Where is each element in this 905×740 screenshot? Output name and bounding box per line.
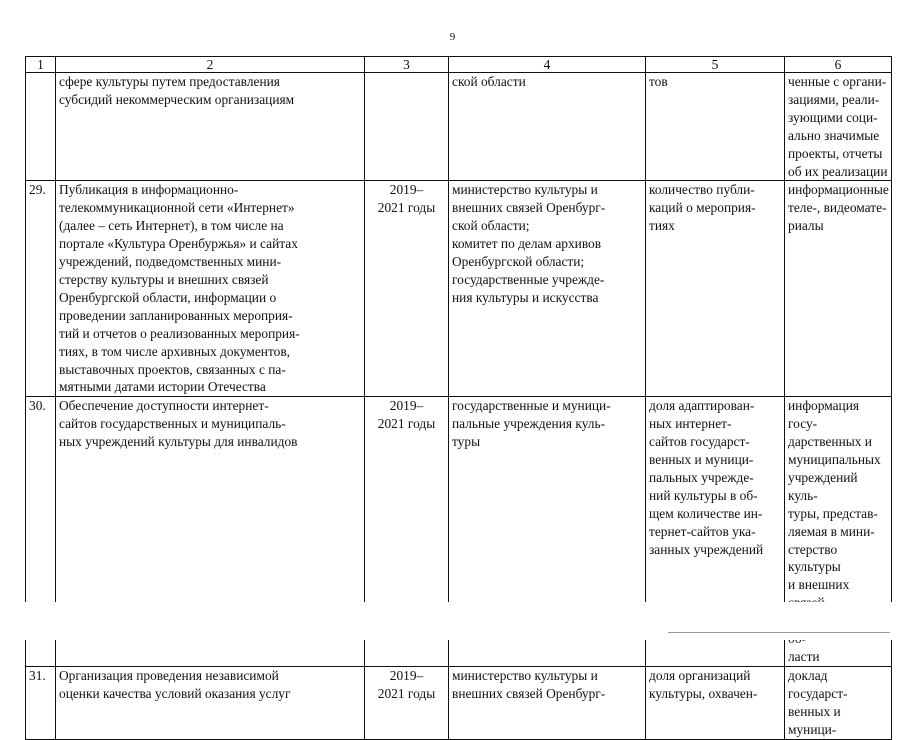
row-number: 31. bbox=[26, 666, 56, 739]
table-row bbox=[26, 181, 892, 397]
years-cell bbox=[365, 73, 449, 181]
result-cell: информация госу- дарственных и муниципальных учреждений куль- туры, представ- ляемая в мини- стерство культуры и внешних ласти bbox=[785, 397, 892, 667]
page-number: 9 bbox=[449, 31, 456, 43]
table-row bbox=[26, 73, 892, 181]
row-number: 29. bbox=[26, 181, 56, 397]
result-cell: информационные теле-, видеомате- риалы bbox=[785, 181, 892, 397]
row-number: 30. bbox=[26, 397, 56, 667]
executors-cell: министерство культуры и внешних связей Оренбург- ской области; комитет по делам архивов Оренбургской области; государственные учрежде- ния культуры и искусства bbox=[449, 181, 646, 397]
indicator-cell: тов bbox=[646, 73, 785, 181]
indicator-cell: доля организаций культуры, охвачен- bbox=[646, 666, 785, 739]
executors-cell: ской области bbox=[449, 73, 646, 181]
column-header-executors: 4 bbox=[449, 57, 646, 73]
column-header-indicator: 5 bbox=[646, 57, 785, 73]
executors-cell: государственные и муници- пальные учреждения куль- туры bbox=[449, 397, 646, 667]
column-header-result: 6 bbox=[785, 57, 892, 73]
event-cell: сфере культуры путем предоставления субсидий некоммерческим организациям bbox=[56, 73, 365, 181]
column-header-years: 3 bbox=[365, 57, 449, 73]
result-cell: ченные с органи- зациями, реали- зующими соци- ально значимые проекты, отчеты об их реализации bbox=[785, 73, 892, 181]
column-header-number: 1 bbox=[26, 57, 56, 73]
years-cell: 2019– 2021 годы bbox=[365, 181, 449, 397]
column-header-event: 2 bbox=[56, 57, 365, 73]
event-cell: Обеспечение доступности интернет- сайтов государственных и муниципаль- ных учреждений культуры для инвалидов bbox=[56, 397, 365, 667]
years-cell: 2019– 2021 годы bbox=[365, 666, 449, 739]
event-cell: Публикация в информационно- телекоммуникационной сети «Интернет» (далее – сеть Интернет), в том числе на портале «Культура Оренбуржья» и сайтах учреждений, подведомственных мини- стерству культуры и внешних связей Оренбургской области, информации о проведении запланированных мероприя- тий и отчетов о реализованных мероприя- тиях, в том числе архивных документов, выставочных проектов, связанных с па- мятными датами истории Отечества bbox=[56, 181, 365, 397]
years-cell: 2019– 2021 годы bbox=[365, 397, 449, 667]
result-cell: доклад государст- венных и муници- bbox=[785, 666, 892, 739]
indicator-cell: количество публи- каций о мероприя- тиях bbox=[646, 181, 785, 397]
page-bottom-margin bbox=[0, 602, 905, 640]
executors-cell: министерство культуры и внешних связей Оренбург- bbox=[449, 666, 646, 739]
header-row bbox=[26, 57, 892, 73]
table-row bbox=[26, 666, 892, 739]
footer-rule bbox=[668, 632, 890, 633]
row-number bbox=[26, 73, 56, 181]
event-cell: Организация проведения независимой оценки качества условий оказания услуг bbox=[56, 666, 365, 739]
indicator-cell: доля адаптирован- ных интернет- сайтов государст- венных и муници- пальных учрежде- ний культуры в об- щем количестве ин- тернет-сайтов ука- занных учреждений bbox=[646, 397, 785, 667]
